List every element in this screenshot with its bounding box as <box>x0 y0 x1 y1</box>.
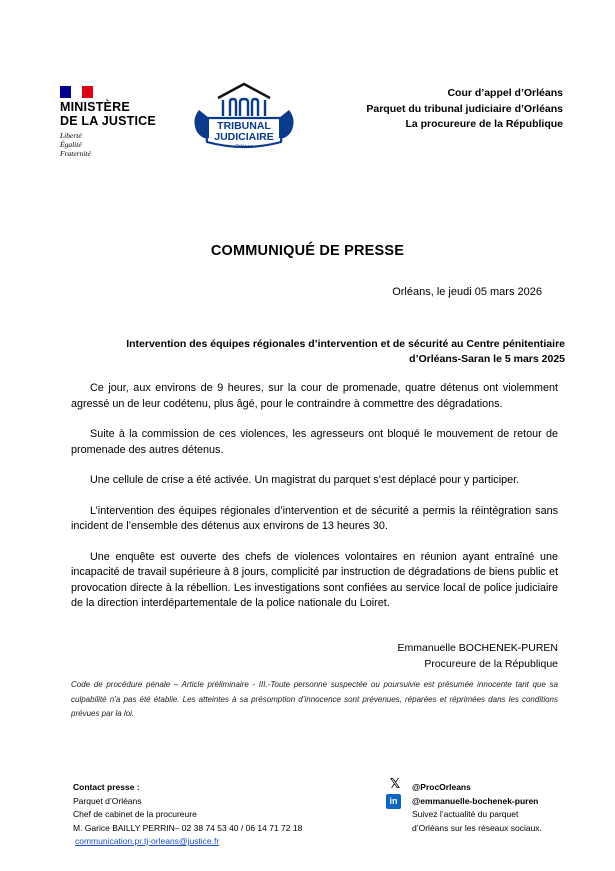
tribunal-logo-line2: JUDICIAIRE <box>214 131 274 143</box>
body-paragraph: L’intervention des équipes régionales d’intervention et de sécurité a permis la réintégration sans incident de l’ensemble des détenus aux environs de 13 heures 30. <box>71 504 558 532</box>
flag-blue <box>60 86 71 98</box>
social-links <box>412 781 542 835</box>
document-title: COMMUNIQUÉ DE PRESSE <box>210 243 405 259</box>
x-handle-link[interactable]: @ProcOrleans <box>412 782 471 792</box>
linkedin-icon[interactable]: in <box>386 794 401 809</box>
linkedin-handle-link[interactable]: @emmanuelle-bochenek-puren <box>412 795 539 806</box>
body-paragraph: Suite à la commission de ces violences, les agresseurs ont bloqué le mouvement de retour de promenade des autres détenus. <box>71 428 558 456</box>
legal-note: Code de procédure pénale – Article préliminaire - III.-Toute personne suspectée ou poursuivie est présumée innocente tant que sa culpabilité n’a pas été établie. Les atteintes à sa présomption d’innocence sont prévenues, réparées et réprimées dans les conditions prévues par la loi. <box>71 680 558 718</box>
subject-heading: Intervention des équipes régionales d’intervention et de sécurité au Centre pénitentiaire d’Orléans-Saran le 5 mars 2025 <box>126 338 565 365</box>
follow-text: d’Orléans sur les réseaux sociaux. <box>412 822 542 833</box>
issuer-procureure: La procureure de la République <box>405 118 563 130</box>
contact-line: Parquet d’Orléans <box>73 795 142 806</box>
x-icon[interactable]: 𝕏 <box>389 776 401 791</box>
contact-email-link[interactable]: communication.pr.tj-orleans@justice.fr <box>75 836 220 846</box>
body-paragraph: Ce jour, aux environs de 9 heures, sur la cour de promenade, quatre détenus ont violemment agressé un de leur codétenu, plus âgé, pour le contraindre à commettre des dégradations. <box>71 382 558 410</box>
press-release-body <box>71 381 558 627</box>
issuer-header <box>366 86 563 133</box>
flag-red <box>82 86 93 98</box>
signatory-role: Procureure de la République <box>424 657 558 670</box>
contact-line: M. Garice BAILLY PERRIN– 02 38 74 53 40 / 06 14 71 72 18 <box>73 822 303 833</box>
tribunal-logo-line3: Orléans <box>235 144 253 150</box>
signature-block <box>398 641 558 672</box>
contact-line: Chef de cabinet de la procureure <box>73 809 197 819</box>
marianne-flag-icon <box>60 86 93 98</box>
flag-white <box>71 86 82 98</box>
tribunal-judiciaire-logo <box>185 80 303 170</box>
issuer-court: Cour d’appel d’Orléans <box>447 87 563 99</box>
ministry-name: MINISTÈRE DE LA JUSTICE <box>60 100 156 128</box>
issuer-parquet: Parquet du tribunal judiciaire d’Orléans <box>366 102 563 115</box>
tribunal-logo-line1: TRIBUNAL <box>217 120 271 132</box>
body-paragraph: Une enquête est ouverte des chefs de violences volontaires en réunion ayant entraîné une incapacité de travail supérieure à 8 jours, complicité par instruction de dégradations de biens public et provocation directe à la rébellion. Les investigations sont confiées au service local de police judiciaire de la direction interdépartementale de la police nationale du Loiret. <box>71 550 558 609</box>
press-contact <box>73 781 302 849</box>
social-icons <box>386 777 406 809</box>
signatory-name: Emmanuelle BOCHENEK-PUREN <box>397 642 558 654</box>
follow-text: Suivez l’actualité du parquet <box>412 809 519 819</box>
body-paragraph: Une cellule de crise a été activée. Un magistrat du parquet s’est déplacé pour y participer. <box>90 474 520 486</box>
contact-label: Contact presse : <box>73 782 140 792</box>
document-date: Orléans, le jeudi 05 mars 2026 <box>392 286 542 298</box>
ministry-motto: Liberté Égalité Fraternité <box>60 131 91 158</box>
